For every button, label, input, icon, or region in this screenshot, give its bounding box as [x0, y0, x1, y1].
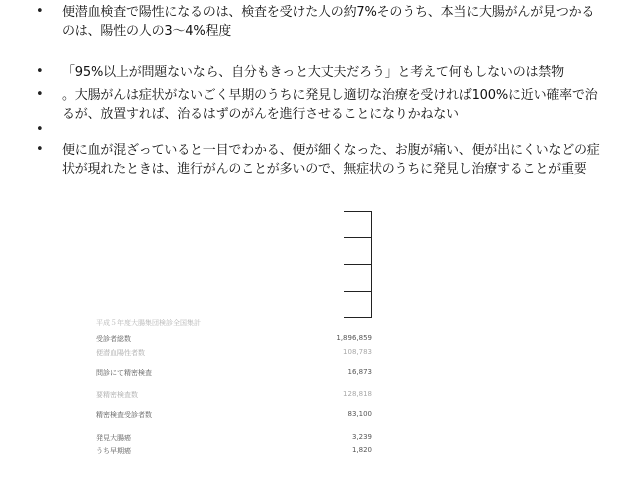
- bullet-marker: •: [36, 87, 44, 102]
- stats-row: [96, 368, 372, 378]
- stats-row: [96, 446, 372, 456]
- bullet-text: 便潜血検査で陽性になるのは、検査を受けた人の約7%そのうち、本当に大腸がんが見つかるのは、陽性の人の3～4%程度: [62, 5, 595, 39]
- stats-row: [96, 433, 372, 443]
- stats-row-label: うち早期癌: [96, 447, 131, 455]
- stats-row-value: 108,783: [343, 348, 372, 356]
- bullet-text: 。大腸がんは症状がないごく早期のうちに発見し適切な治療を受ければ100%に近い確率で治るが、放置すれば、治るはずのがんを進行させることになりかねない: [62, 88, 598, 122]
- stats-row-label: 問診にて精密検査: [96, 369, 152, 377]
- stats-row: [96, 390, 372, 400]
- bracket-tick: [344, 237, 371, 238]
- bullet-text: 便に血が混ざっていると一目でわかる、便が細くなった、お腹が痛い、便が出にくいなどの症状が現れたときは、進行がんのことが多いので、無症状のうちに発見し治療することが重要: [62, 143, 600, 177]
- bracket-tick: [344, 211, 371, 212]
- bracket-tick: [344, 264, 371, 265]
- bullet-marker: •: [36, 122, 44, 137]
- bracket-tick: [344, 291, 371, 292]
- bullet-marker: •: [36, 64, 44, 79]
- stats-row-value: 83,100: [347, 410, 372, 418]
- stats-row: [96, 334, 372, 344]
- stats-row-label: 精密検査受診者数: [96, 411, 152, 419]
- bracket-tick: [344, 317, 371, 318]
- stats-row: [96, 348, 372, 358]
- stats-row: [96, 410, 372, 420]
- stats-row-label: 受診者総数: [96, 335, 131, 343]
- stats-row-value: 16,873: [347, 368, 372, 376]
- stats-row-value: 3,239: [351, 433, 372, 441]
- stats-title: 平成５年度大腸集団検診全国集計: [96, 319, 201, 327]
- stats-row-label: 発見大腸癌: [96, 434, 131, 442]
- stats-row-label: 要精密検査数: [96, 391, 138, 399]
- stats-row-value: 1,820: [351, 446, 372, 454]
- bullet-marker: •: [36, 142, 44, 157]
- stats-row-label: 便潜血陽性者数: [96, 349, 145, 357]
- bracket-connector: [344, 211, 372, 318]
- stats-row-value: 1,896,859: [336, 334, 372, 342]
- stats-row-value: 128,818: [343, 390, 372, 398]
- bullet-marker: •: [36, 4, 44, 19]
- bullet-text: 「95%以上が問題ないなら、自分もきっと大丈夫だろう」と考えて何もしないのは禁物: [62, 65, 564, 80]
